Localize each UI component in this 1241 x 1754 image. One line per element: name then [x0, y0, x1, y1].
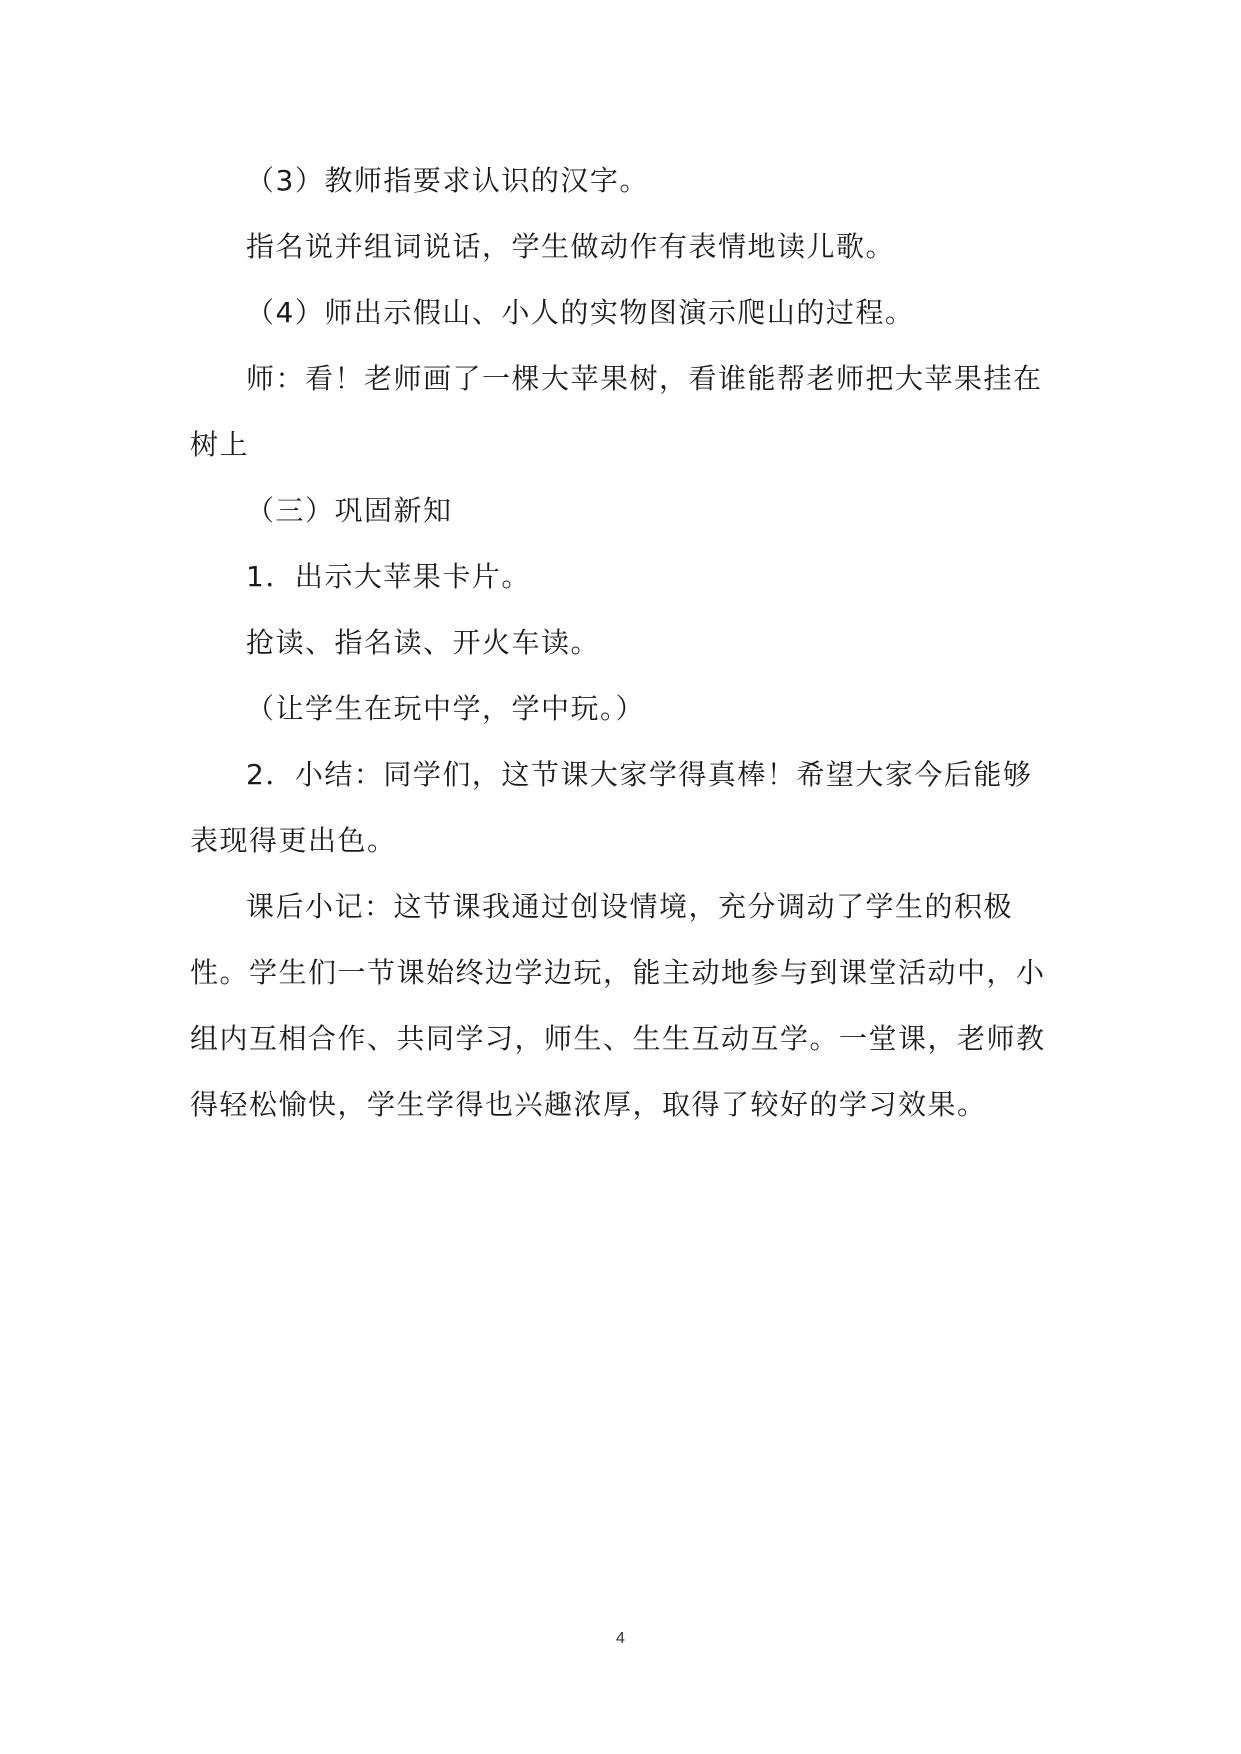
paragraph-reading-methods: 抢读、指名读、开火车读。: [246, 626, 601, 659]
paragraph-item-1: 1．出示大苹果卡片。: [246, 560, 531, 593]
page-number: 4: [616, 1630, 625, 1647]
paragraph-apple-tree: 师：看！老师画了一棵大苹果树，看谁能帮老师把大苹果挂在树上: [190, 362, 1043, 461]
paragraph-play-learn: （让学生在玩中学，学中玩。）: [246, 692, 646, 725]
paragraph-section-consolidate: （三）巩固新知: [246, 494, 453, 527]
paragraph-after-class-notes: 课后小记：这节课我通过创设情境，充分调动了学生的积极性。学生们一节课始终边学边玩，能主动地参与到课堂活动中，小组内互相合作、共同学习，师生、生生互动互学。一堂课，老师教得轻松愉快，学生学得也兴趣浓厚，取得了较好的学习效果。: [190, 890, 1046, 1121]
body-text: [190, 148, 1060, 1138]
paragraph-step-4: （4）师出示假山、小人的实物图演示爬山的过程。: [246, 296, 915, 329]
paragraph-name-words: 指名说并组词说话，学生做动作有表情地读儿歌。: [246, 230, 896, 263]
paragraph-item-2-summary: 2．小结：同学们，这节课大家学得真棒！希望大家今后能够表现得更出色。: [190, 758, 1033, 857]
paragraph-step-3: （3）教师指要求认识的汉字。: [246, 164, 649, 197]
